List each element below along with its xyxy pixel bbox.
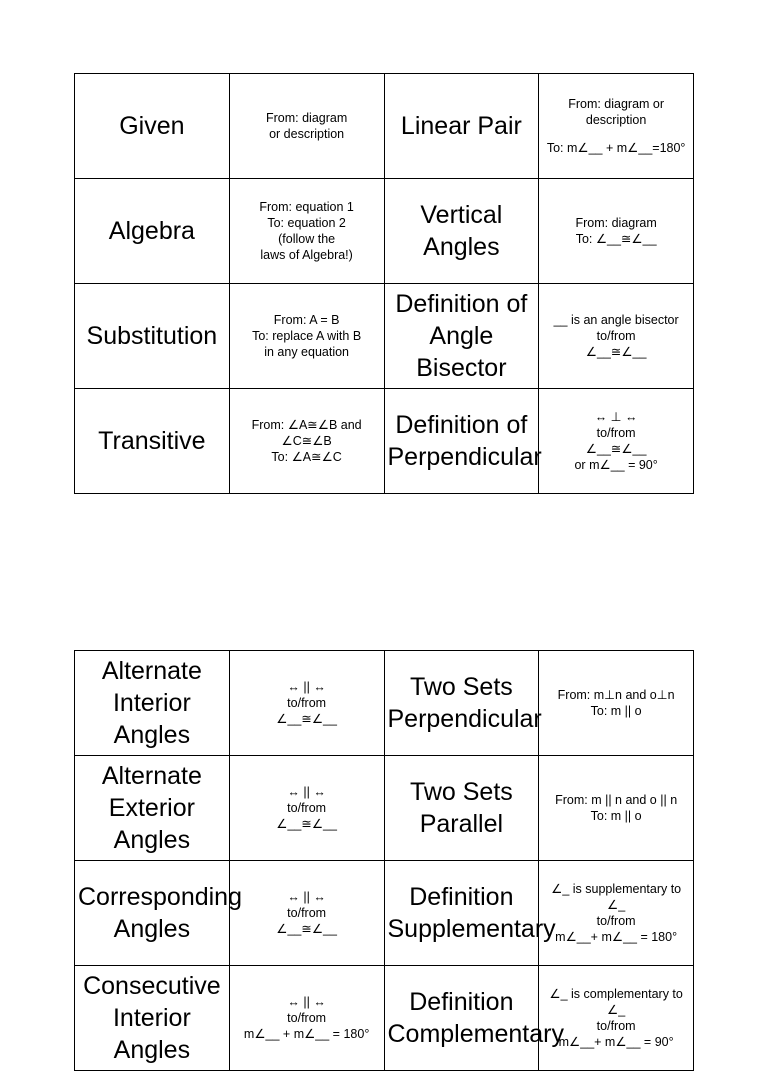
desc-line: ↔ || ↔	[287, 995, 326, 1009]
reasons-table-2	[74, 650, 694, 1071]
reason-name: Substitution	[86, 322, 218, 350]
reason-desc-cell	[539, 651, 694, 756]
desc-line: From: m || n and o || n	[555, 793, 678, 807]
reason-desc-cell	[539, 966, 694, 1071]
reason-name: Consecutive Interior Angles	[83, 972, 221, 1064]
desc-line: to/from	[287, 696, 327, 710]
desc-line: To: m || o	[590, 809, 642, 823]
reason-name: Two Sets Perpendicular	[387, 673, 542, 733]
desc-line: or description	[269, 127, 345, 141]
desc-line: ∠__≅∠__	[276, 712, 337, 726]
desc-line: From: ∠A≅∠B and	[251, 418, 362, 432]
reason-name: Definition of Perpendicular	[387, 411, 542, 471]
desc-line: From: diagram	[265, 111, 348, 125]
reason-name: Linear Pair	[400, 112, 522, 140]
desc-line: m∠__+ m∠__ = 90°	[558, 1035, 674, 1049]
reason-desc-cell	[539, 284, 694, 389]
desc-line: To: ∠__≅∠__	[575, 232, 657, 246]
desc-line: description	[585, 113, 647, 127]
reason-desc-cell	[229, 861, 384, 966]
reason-name: Definition of Angle Bisector	[395, 290, 528, 382]
desc-line: ∠__≅∠__	[585, 345, 647, 359]
reason-name-cell	[75, 756, 230, 861]
reason-name-cell	[75, 966, 230, 1071]
reason-name-cell	[75, 74, 230, 179]
table-row	[75, 756, 694, 861]
desc-line: ∠_ is complementary to	[549, 987, 683, 1001]
reason-name: Corresponding Angles	[78, 883, 242, 943]
reason-name-cell	[75, 651, 230, 756]
reason-desc-cell	[539, 861, 694, 966]
reason-name-cell	[384, 651, 542, 756]
desc-line: ↔ || ↔	[287, 680, 326, 694]
desc-line: to/from	[596, 329, 636, 343]
reason-name-cell	[75, 389, 230, 494]
reason-desc-cell	[229, 389, 384, 494]
reason-name-cell	[384, 389, 542, 494]
reason-name: Alternate Exterior Angles	[101, 762, 202, 854]
desc-line: m∠__ + m∠__ = 180°	[243, 1027, 370, 1041]
reason-name-cell	[384, 74, 539, 179]
desc-line: From: diagram or	[568, 97, 665, 111]
reason-desc-cell	[539, 756, 694, 861]
reason-desc-cell	[229, 179, 384, 284]
reason-desc-cell	[229, 756, 384, 861]
reason-name-cell	[384, 284, 539, 389]
desc-line: m∠__+ m∠__ = 180°	[555, 930, 678, 944]
desc-line: From: A = B	[273, 313, 340, 327]
table-row	[75, 179, 694, 284]
desc-line: to/from	[287, 906, 327, 920]
desc-line: (follow the	[278, 232, 336, 246]
desc-line: ∠_	[607, 1003, 626, 1017]
desc-line: to/from	[596, 1019, 636, 1033]
table-row	[75, 389, 694, 494]
reason-name-cell	[384, 179, 539, 284]
table-row	[75, 966, 694, 1071]
table-row	[75, 861, 694, 966]
reason-name-cell	[75, 179, 230, 284]
desc-line: or m∠__ = 90°	[574, 458, 658, 472]
reason-name-cell	[384, 861, 556, 966]
reason-desc-cell	[229, 74, 384, 179]
desc-line: to/from	[596, 914, 636, 928]
reason-name-cell	[75, 284, 230, 389]
reason-name: Definition Complementary	[387, 988, 564, 1048]
desc-line: To: replace A with B	[252, 329, 362, 343]
table-row	[75, 74, 694, 179]
reason-name: Transitive	[98, 427, 206, 455]
reason-desc-cell	[229, 651, 384, 756]
desc-line: in any equation	[264, 345, 350, 359]
reason-name: Alternate Interior Angles	[101, 657, 202, 749]
reason-name-cell	[75, 861, 242, 966]
table-row	[75, 284, 694, 389]
desc-line: __ is an angle bisector	[553, 313, 679, 327]
desc-line: ∠_ is supplementary to	[551, 882, 682, 896]
reason-name: Two Sets Parallel	[409, 778, 513, 838]
table-row	[75, 651, 694, 756]
desc-line: ↔ || ↔	[287, 890, 326, 904]
desc-line: To: ∠A≅∠C	[271, 450, 342, 464]
desc-line: ↔ || ↔	[287, 785, 326, 799]
reason-name-cell	[384, 756, 539, 861]
reason-name: Vertical Angles	[420, 201, 503, 261]
reason-desc-cell	[539, 389, 694, 494]
reason-name: Given	[119, 112, 185, 140]
desc-line: ∠_	[607, 898, 626, 912]
desc-line: to/from	[287, 801, 327, 815]
desc-line: ∠__≅∠__	[276, 922, 337, 936]
desc-line: laws of Algebra!)	[260, 248, 353, 262]
reasons-table-1	[74, 73, 694, 494]
desc-line: To: m∠__ + m∠__=180°	[546, 141, 686, 155]
reason-desc-cell	[539, 74, 694, 179]
desc-line: From: equation 1	[259, 200, 354, 214]
desc-line: ∠__≅∠__	[276, 817, 337, 831]
reason-name: Definition Supplementary	[387, 883, 556, 943]
desc-line: From: diagram	[575, 216, 657, 230]
reason-name: Algebra	[108, 217, 195, 245]
desc-line: to/from	[287, 1011, 327, 1025]
desc-line: From: m⊥n and o⊥n	[557, 688, 675, 702]
desc-line: To: m || o	[590, 704, 642, 718]
reason-desc-cell	[229, 966, 384, 1071]
desc-line: to/from	[596, 426, 636, 440]
reason-desc-cell	[229, 284, 384, 389]
desc-line: ∠__≅∠__	[585, 442, 647, 456]
reason-desc-cell	[539, 179, 694, 284]
desc-line: To: equation 2	[267, 216, 346, 230]
desc-line: ↔ ⊥ ↔	[594, 410, 638, 424]
desc-line: ∠C≅∠B	[281, 434, 332, 448]
reason-name-cell	[384, 966, 564, 1071]
